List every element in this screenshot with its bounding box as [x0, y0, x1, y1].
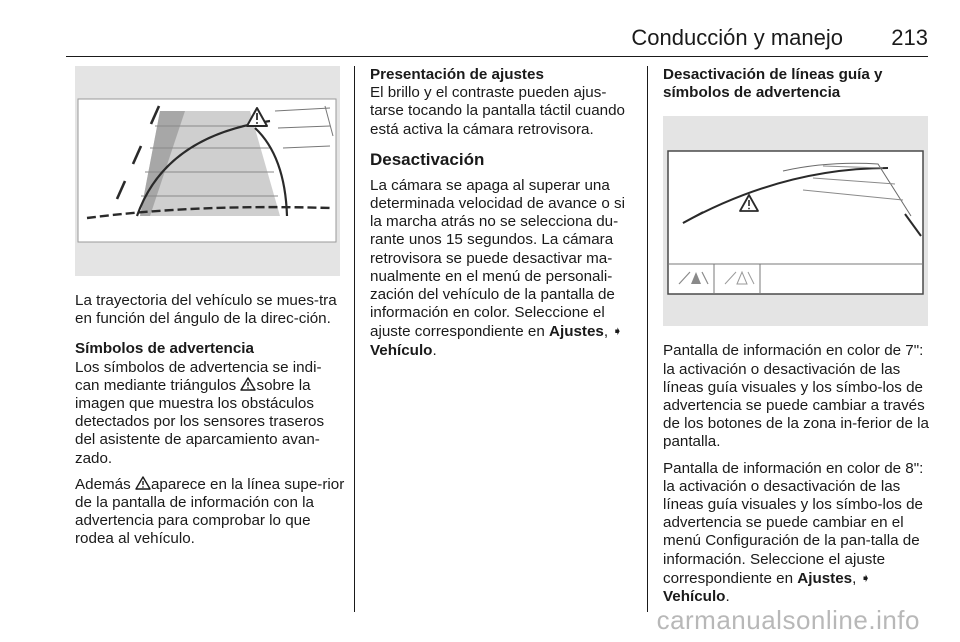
section-title: Conducción y manejo — [631, 25, 843, 50]
column-1 — [75, 66, 345, 557]
separator: , — [852, 569, 857, 587]
settings-display-heading: Presentación de ajustes — [370, 66, 544, 83]
display-buttons-figure — [663, 116, 928, 326]
text-run: Pantalla de información en color de 8": la activación o desactivación de las líneas guía visuales y los símbo-los de advertencia se puede cambiar en el menú Configuración de la pan-talla de información. Seleccione el ajuste correspondiente en — [663, 459, 924, 587]
deactivation-paragraph — [370, 177, 640, 360]
settings-display-paragraph: El brillo y el contraste pueden ajus-tarse tocando la pantalla táctil cuando está activa la cámara retrovisora. — [370, 84, 625, 138]
display-8in-paragraph — [663, 460, 933, 607]
warning-triangle-icon — [135, 476, 151, 490]
warning-symbols-heading: Símbolos de advertencia — [75, 340, 254, 358]
page-number: 213 — [891, 25, 928, 50]
arrow-icon: ➧ — [612, 324, 623, 339]
warning-symbols-paragraph — [75, 359, 345, 468]
text-run: Además — [75, 475, 135, 493]
warning-triangle-icon — [240, 377, 256, 391]
column-3 — [663, 66, 933, 614]
period: . — [725, 588, 730, 606]
text-run: Los símbolos de advertencia se indi-can mediante triángulos — [75, 358, 322, 394]
guideline-toggle-illustration — [663, 116, 928, 326]
watermark: carmanualsonline.info — [656, 605, 920, 635]
menu-vehiculo: Vehículo — [370, 341, 433, 359]
rear-camera-illustration — [75, 66, 340, 276]
column-divider — [647, 66, 648, 612]
column-2 — [370, 66, 640, 368]
page-header — [0, 22, 928, 54]
menu-vehiculo: Vehículo — [663, 588, 726, 606]
menu-ajustes: Ajustes — [797, 569, 853, 587]
deactivation-heading: Desactivación — [370, 149, 485, 169]
camera-guidelines-figure — [75, 66, 340, 276]
display-7in-paragraph: Pantalla de información en color de 7": la activación o desactivación de las líneas guía visuales y los símbo-los de advertencia se puede cambiar a través de los botones de la zona in-ferior de la pantalla. — [663, 342, 929, 451]
figure-caption: La trayectoria del vehículo se mues-tra en función del ángulo de la direc-ción. — [75, 292, 337, 328]
column-divider — [354, 66, 355, 612]
text-run: La cámara se apaga al superar una determinada velocidad de avance o si la marcha atrás no se selecciona du-rante unos 15 segundos. La cámara retrovisora se puede desactivar ma-nualmente en el menú de personali-zación del vehículo de la pantalla de información en color. Seleccione el ajuste correspondiente en — [370, 176, 625, 341]
header-rule — [66, 56, 928, 57]
separator: , — [603, 323, 609, 341]
text-run: sobre la imagen que muestra los obstáculos detectados por los sensores traseros del asistente de aparcamiento avan-zado. — [75, 376, 325, 467]
period: . — [432, 341, 437, 359]
additional-warning-paragraph — [75, 476, 345, 549]
arrow-icon: ➧ — [860, 570, 871, 585]
text-run: aparece en la línea supe-rior de la pantalla de información con la advertencia para comprobar lo que rodea al vehículo. — [75, 475, 345, 548]
menu-ajustes: Ajustes — [549, 323, 604, 341]
deactivate-guidelines-heading: Desactivación de líneas guía y símbolos de advertencia — [663, 66, 883, 102]
